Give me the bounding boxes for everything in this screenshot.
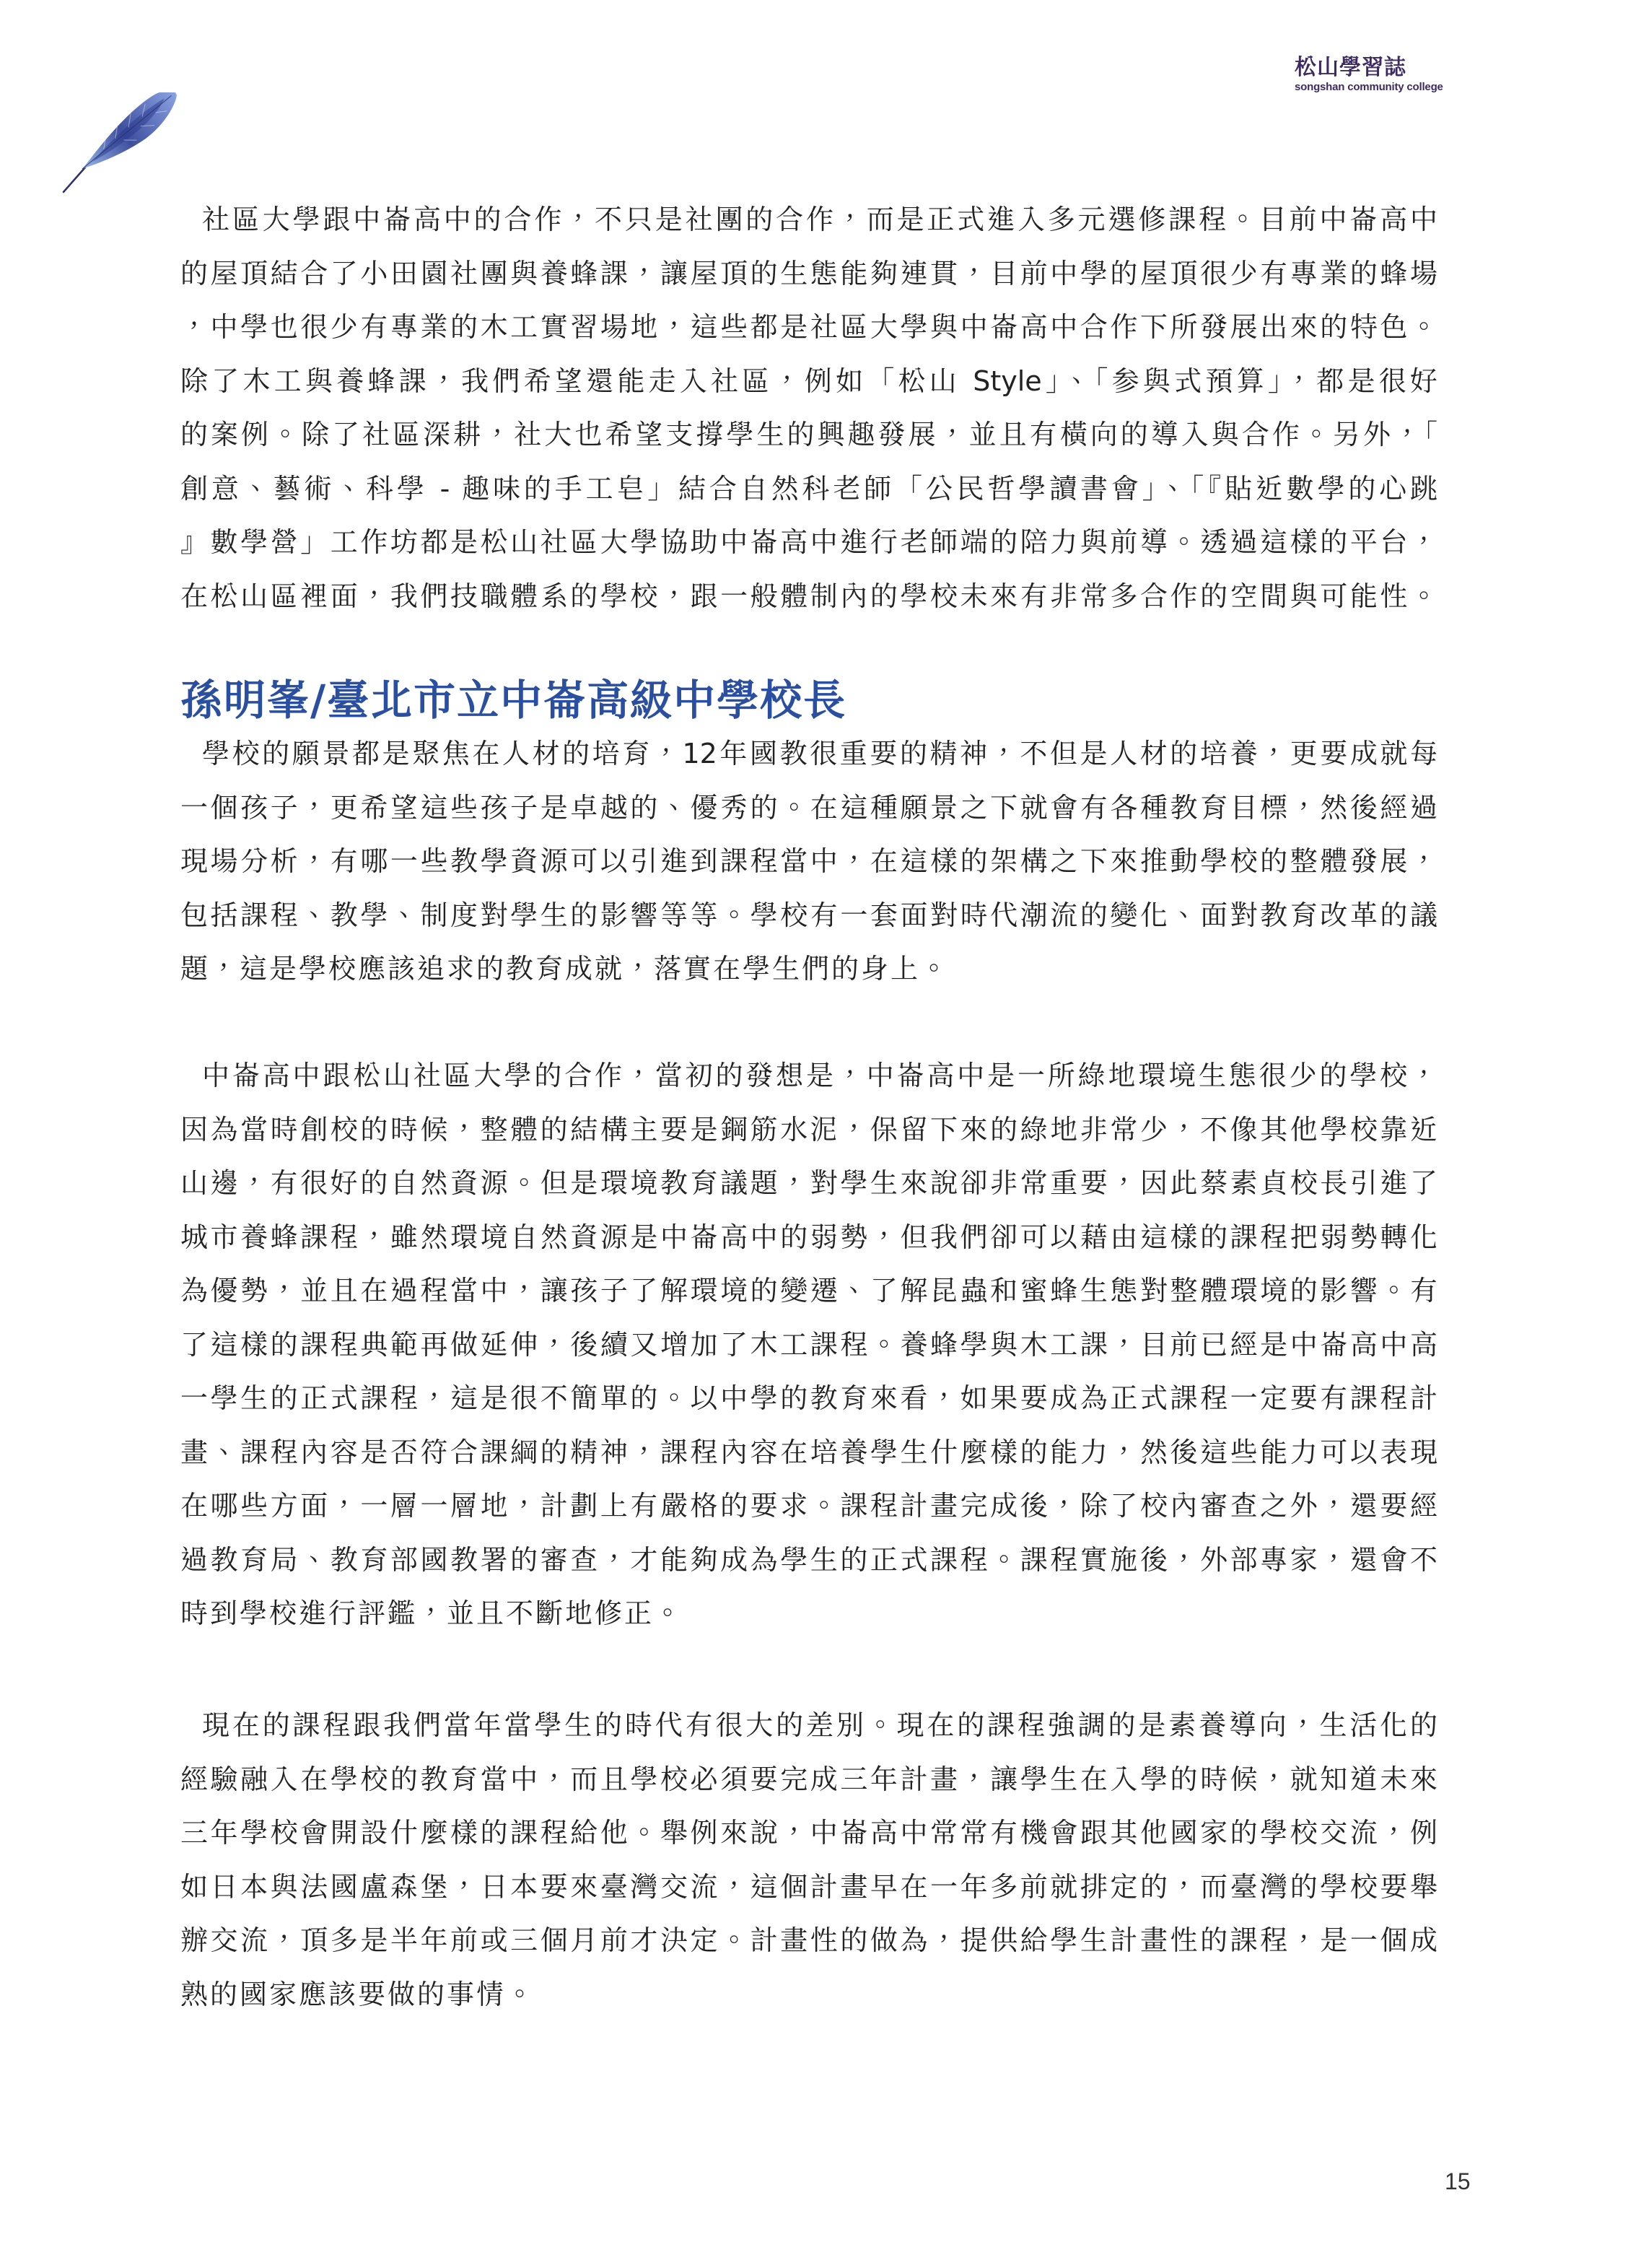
paragraph [180,1049,1437,1641]
paragraph-line: 了這樣的課程典範再做延伸，後續又增加了木工課程。養蜂學與木工課，目前已經是中崙高中高 [180,1328,1437,1361]
paragraph-line: 熟的國家應該要做的事情。 [180,1978,536,2010]
paragraph [180,1698,1437,2021]
paragraph-line: 的屋頂結合了小田園社團與養蜂課，讓屋頂的生態能夠連貫，目前中學的屋頂很少有專業的蜂場 [180,257,1437,289]
paragraph-line: 畫、課程內容是否符合課綱的精神，課程內容在培養學生什麼樣的能力，然後這些能力可以表現 [180,1436,1437,1468]
paragraph-line: 在松山區裡面，我們技職體系的學校，跟一般體制內的學校未來有非常多合作的空間與可能性。 [180,580,1437,612]
paragraph-line: 的案例。除了社區深耕，社大也希望支撐學生的興趣發展，並且有橫向的導入與合作。另外，「 [180,419,1437,450]
paragraph-line: 因為當時創校的時候，整體的結構主要是鋼筋水泥，保留下來的綠地非常少，不像其他學校靠近 [180,1113,1437,1146]
paragraph-line: 包括課程、教學、制度對學生的影響等等。學校有一套面對時代潮流的變化、面對教育改革的議 [180,899,1437,931]
paragraph-line: 如日本與法國盧森堡，日本要來臺灣交流，這個計畫早在一年多前就排定的，而臺灣的學校要舉 [180,1870,1437,1903]
paragraph-line: 創意、藝術、科學 - 趣味的手工皂」結合自然科老師「公民哲學讀書會」、「『貼近數學的心跳 [180,472,1437,505]
paragraph [180,193,1437,623]
feather-icon [61,92,183,193]
masthead-title: 松山學習誌 [1295,55,1406,80]
paragraph-line: ，中學也很少有專業的木工實習場地，這些都是社區大學與中崙高中合作下所發展出來的特色。 [180,311,1437,343]
paragraph-line: 中崙高中跟松山社區大學的合作，當初的發想是，中崙高中是一所綠地環境生態很少的學校， [202,1060,1437,1091]
paragraph-line: 學校的願景都是聚焦在人材的培育，12年國教很重要的精神，不但是人材的培養，更要成就每 [202,738,1437,769]
paragraph-line: 社區大學跟中崙高中的合作，不只是社團的合作，而是正式進入多元選修課程。目前中崙高中 [202,204,1437,235]
masthead-subtitle: songshan community college [1295,81,1443,93]
paragraph-line: 在哪些方面，一層一層地，計劃上有嚴格的要求。課程計畫完成後，除了校內審查之外，還要經 [180,1490,1437,1522]
paragraph-line: 過教育局、教育部國教署的審查，才能夠成為學生的正式課程。課程實施後，外部專家，還會不 [180,1543,1437,1576]
page-number: 15 [1445,2168,1471,2194]
feather-quill [64,167,85,192]
paragraph-line: 三年學校會開設什麼樣的課程給他。舉例來說，中崙高中常常有機會跟其他國家的學校交流，例 [180,1817,1437,1849]
paragraph-line: 辦交流，頂多是半年前或三個月前才決定。計畫性的做為，提供給學生計畫性的課程，是一個成 [180,1924,1437,1956]
paragraph-line: 現在的課程跟我們當年當學生的時代有很大的差別。現在的課程強調的是素養導向，生活化的 [202,1709,1437,1741]
paragraph-line: 經驗融入在學校的教育當中，而且學校必須要完成三年計畫，讓學生在入學的時候，就知道未來 [180,1763,1437,1795]
paragraph-line: 山邊，有很好的自然資源。但是環境教育議題，對學生來說卻非常重要，因此蔡素貞校長引進了 [180,1167,1437,1199]
masthead [1295,55,1453,94]
paragraph-line: 城市養蜂課程，雖然環境自然資源是中崙高中的弱勢，但我們卻可以藉由這樣的課程把弱勢轉化 [180,1221,1437,1253]
paragraph-line: 為優勢，並且在過程當中，讓孩子了解環境的變遷、了解昆蟲和蜜蜂生態對整體環境的影響。有 [180,1275,1437,1307]
paragraph-line: 題，這是學校應該追求的教育成就，落實在學生們的身上。 [180,953,950,985]
paragraph-line: 現場分析，有哪一些教學資源可以引進到課程當中，在這樣的架構之下來推動學校的整體發展， [180,845,1437,877]
paragraph-line: 除了木工與養蜂課，我們希望還能走入社區，例如「松山 Style」、「参與式預算」，都是很好 [180,365,1437,397]
paragraph-line: 一個孩子，更希望這些孩子是卓越的、優秀的。在這種願景之下就會有各種教育目標，然後經過 [180,791,1437,824]
paragraph-line: 時到學校進行評鑑，並且不斷地修正。 [180,1597,684,1629]
section-heading: 孫明峯/臺北市立中崙高級中學校長 [180,676,847,725]
paragraph [180,727,1437,996]
paragraph-line: 』數學營」工作坊都是松山社區大學協助中崙高中進行老師端的陪力與前導。透過這樣的平台， [180,526,1437,558]
paragraph-line: 一學生的正式課程，這是很不簡單的。以中學的教育來看，如果要成為正式課程一定要有課程計 [180,1382,1437,1414]
